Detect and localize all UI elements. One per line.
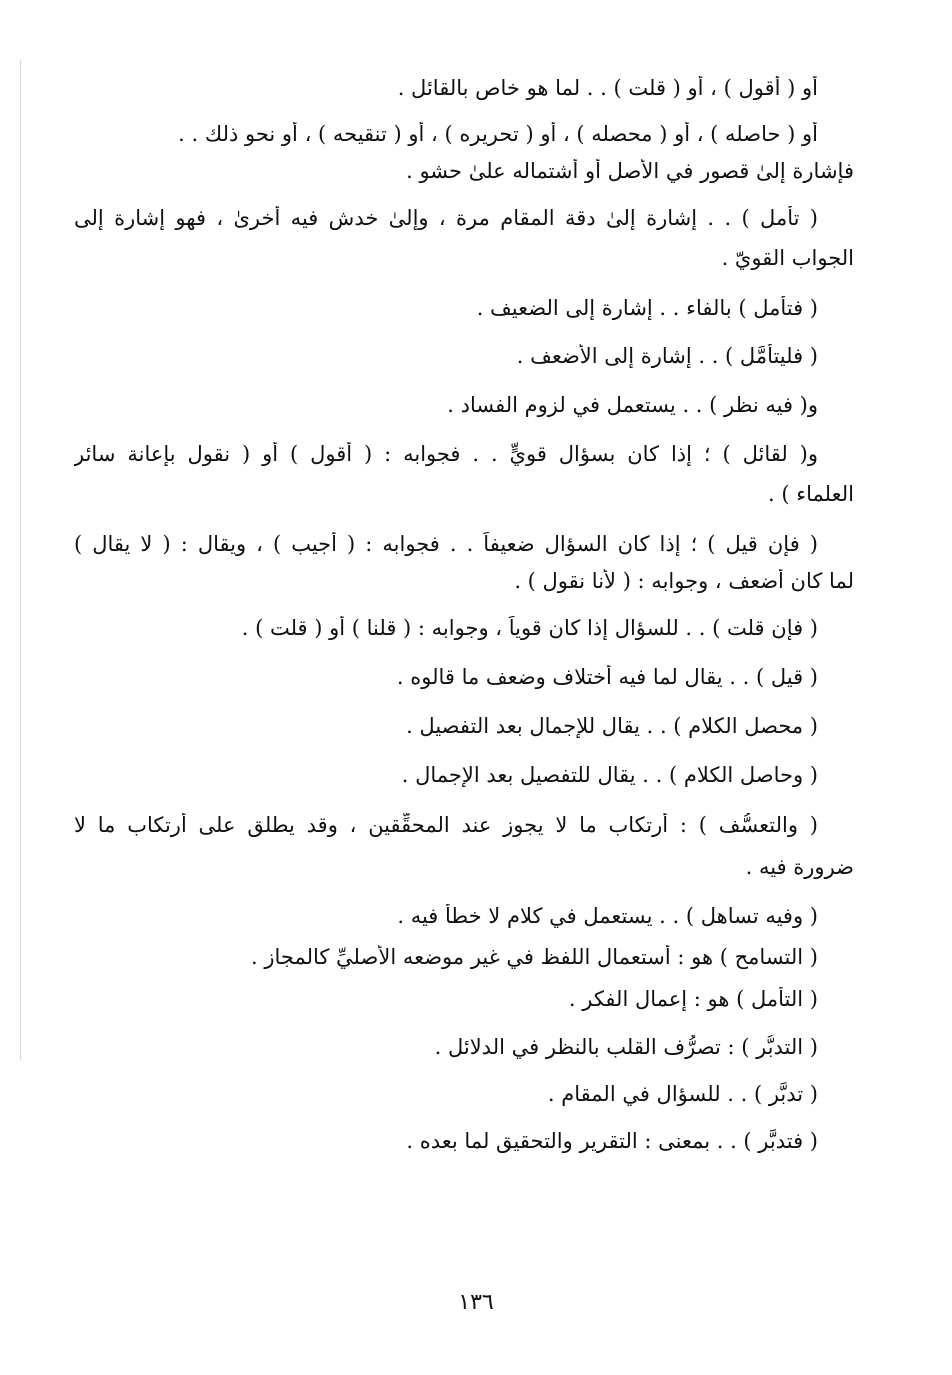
text-line: ( تأمل ) . . إشارة إلىٰ دقة المقام مرة ، وإلىٰ خدش فيه أخرىٰ ، فهو إشارة إلى (74, 206, 818, 230)
text-line: لما كان أضعف ، وجوابه : ( لأنا نقول ) . (514, 569, 854, 593)
text-line: ( التدبُّر ) : تصرُّف القلب بالنظر في الدلائل . (434, 1035, 818, 1059)
text-line: ( التأمل ) هو : إعمال الفكر . (568, 987, 818, 1011)
text-line: ( قيل ) . . يقال لما فيه أختلاف وضعف ما قالوه . (396, 665, 818, 689)
text-line: و( فيه نظر ) . . يستعمل في لزوم الفساد . (447, 393, 818, 417)
margin-rule (20, 60, 21, 1060)
text-line: و( لقائل ) ؛ إذا كان بسؤال قويٍّ . . فجوابه : ( أقول ) أو ( نقول بإعانة سائر (74, 442, 818, 466)
text-line: فإشارة إلىٰ قصور في الأصل أو أشتماله علىٰ حشو . (406, 159, 854, 183)
text-line: ( وحاصل الكلام ) . . يقال للتفصيل بعد الإجمال . (401, 763, 818, 787)
text-line: الجواب القويّ . (721, 246, 854, 270)
text-line: ( فتدبَّر ) . . بمعنى : التقرير والتحقيق لما بعده . (406, 1129, 818, 1153)
text-line: ( تدبَّر ) . . للسؤال في المقام . (547, 1082, 818, 1106)
text-line: ( فتأمل ) بالفاء . . إشارة إلى الضعيف . (476, 296, 818, 320)
body-text (74, 70, 854, 1153)
text-line: العلماء ) . (768, 482, 854, 506)
text-line: ( وفيه تساهل ) . . يستعمل في كلامٍ لا خطأ فيه . (397, 904, 818, 928)
text-line: ( محصل الكلام ) . . يقال للإجمال بعد التفصيل . (406, 714, 818, 738)
page-number: ١٣٦ (458, 1290, 494, 1315)
text-line: ( فليتأمَّل ) . . إشارة إلى الأضعف . (516, 344, 818, 368)
text-line: ( فإن قيل ) ؛ إذا كان السؤال ضعيفاً . . فجوابه : ( أجيب ) ، ويقال : ( لا يقال ) (74, 532, 818, 556)
text-line: ضرورة فيه . (745, 855, 854, 879)
text-line: أو ( أقول ) ، أو ( قلت ) . . لما هو خاص بالقائل . (397, 76, 818, 100)
text-line: ( التسامح ) هو : أستعمال اللفظ في غير موضعه الأصليِّ كالمجاز . (251, 945, 818, 969)
text-line: ( فإن قلت ) . . للسؤال إذا كان قوياً ، وجوابه : ( قلنا ) أو ( قلت ) . (241, 616, 818, 640)
text-line: ( والتعسُّف ) : أرتكاب ما لا يجوز عند المحقِّقين ، وقد يطلق على أرتكاب ما لا (74, 813, 818, 837)
text-line: أو ( حاصله ) ، أو ( محصله ) ، أو ( تحريره ) ، أو ( تنقيحه ) ، أو نحو ذلك . . (178, 122, 818, 146)
